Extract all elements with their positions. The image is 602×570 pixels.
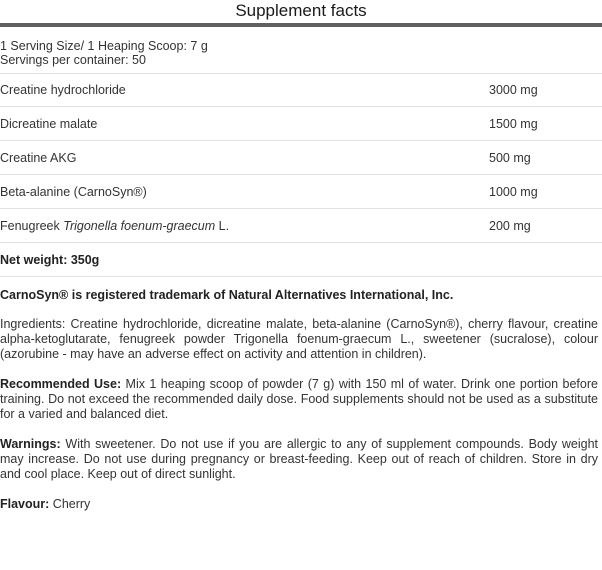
table-row [0, 209, 602, 243]
servings-per-container: Servings per container: 50 [0, 53, 146, 67]
table-row [0, 73, 602, 107]
ingredient-name: Dicreatine malate [0, 116, 98, 131]
flavour-text: Cherry [49, 497, 91, 511]
ingredient-name-latin: Trigonella foenum-graecum [63, 218, 216, 233]
recommended-use-text: Mix 1 heaping scoop of powder (7 g) with 150 ml of water. Drink one portion before training. Do not exceed the recommended daily dose. Food supplements should not be used as a substitute for a varied and balanced diet. [0, 377, 598, 421]
ingredient-name-suffix: L. [215, 218, 230, 233]
trademark-note: CarnoSyn® is registered trademark of Natural Alternatives International, Inc. [0, 288, 454, 302]
ingredients-paragraph: Ingredients: Creatine hydrochloride, dicreatine malate, beta-alanine (CarnoSyn®), cherry flavour, creatine alpha-ketoglutarate, fenugreek powder Trigonella foenum-graecum L., sweetener (sucralose), colour (azorubine - may have an adverse effect on activity and attention in children). [0, 317, 598, 361]
table-row [0, 141, 602, 175]
warnings-label: Warnings: [0, 437, 61, 451]
flavour-label: Flavour: [0, 497, 50, 511]
page-title: Supplement facts [0, 0, 602, 27]
ingredient-amount: 1500 mg [489, 116, 538, 131]
ingredient-name: Creatine hydrochloride [0, 83, 126, 97]
ingredient-amount: 200 mg [489, 218, 531, 233]
ingredient-name: Creatine AKG [0, 150, 77, 165]
ingredient-amount: 1000 mg [489, 184, 538, 199]
serving-info [0, 27, 602, 67]
serving-size: 1 Serving Size/ 1 Heaping Scoop: 7 g [0, 39, 208, 53]
recommended-use [0, 377, 602, 422]
recommended-use-label: Recommended Use: [0, 377, 122, 391]
ingredient-name: Beta-alanine (CarnoSyn®) [0, 184, 147, 199]
table-row [0, 107, 602, 141]
net-weight: Net weight: 350g [0, 243, 602, 277]
flavour [0, 497, 602, 511]
warnings [0, 437, 602, 482]
ingredient-amount: 3000 mg [489, 83, 538, 97]
ingredient-amount: 500 mg [489, 150, 531, 165]
warnings-text: With sweetener. Do not use if you are allergic to any of supplement compounds. Body weight may increase. Do not use during pregnancy or breast-feeding. Keep out of reach of children. Store in dry and cool place. Keep out of direct sunlight. [0, 437, 598, 481]
table-row [0, 175, 602, 209]
ingredients-table [0, 73, 602, 277]
ingredient-name [0, 219, 489, 233]
ingredient-name-prefix: Fenugreek [0, 218, 64, 233]
